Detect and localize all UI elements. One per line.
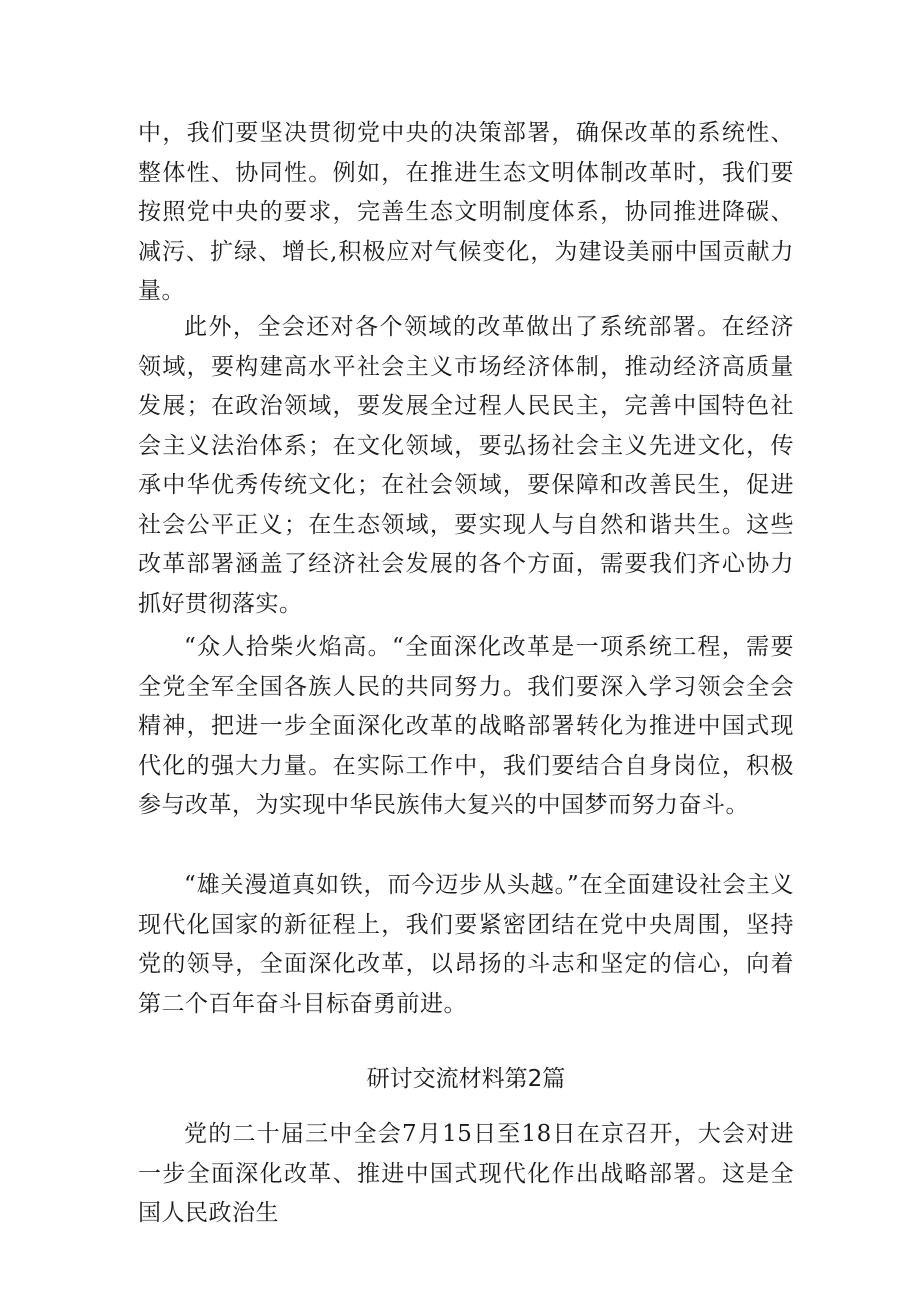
paragraph-continuation: 中，我们要坚决贯彻党中央的决策部署，确保改革的系统性、整体性、协同性。例如，在推进生态文明体制改革时，我们要按照党中央的要求，完善生态文明制度体系，协同推进降碳、减污、扩绿、增长,积极应对气候变化，为建设美丽中国贡献力量。 [138,120,794,304]
section-heading: 研讨交流材料第2篇 [366,1066,566,1092]
paragraph-reform-areas: 此外，全会还对各个领域的改革做出了系统部署。在经济领域，要构建高水平社会主义市场经济体制，推动经济高质量发展；在政治领域，要发展全过程人民民主，完善中国特色社会主义法治体系；在文化领域，要弘扬社会主义先进文化，传承中华优秀传统文化；在社会领域，要保障和改善民生，促进社会公平正义；在生态领域，要实现人与自然和谐共生。这些改革部署涵盖了经济社会发展的各个方面，需要我们齐心协力抓好贯彻落实。 [138,314,794,617]
paragraph-joint-effort: “众人拾柴火焰高。“全面深化改革是一项系统工程，需要全党全军全国各族人民的共同努力。我们要深入学习领会全会精神，把进一步全面深化改革的战略部署转化为推进中国式现代化的强大力量。在实际工作中，我们要结合自身岗位，积极参与改革，为实现中华民族伟大复兴的中国梦而努力奋斗。 [138,634,794,818]
paragraph-plenary-session: 党的二十届三中全会7月15日至18日在京召开，大会对进一步全面深化改革、推进中国式现代化作出战略部署。这是全国人民政治生 [138,1121,794,1226]
paragraph-new-journey: “雄关漫道真如铁，而今迈步从头越。”在全面建设社会主义现代化国家的新征程上，我们要紧密团结在党中央周围，坚持党的领导，全面深化改革，以昂扬的斗志和坚定的信心，向着第二个百年奋斗目标奋勇前进。 [138,872,794,1017]
